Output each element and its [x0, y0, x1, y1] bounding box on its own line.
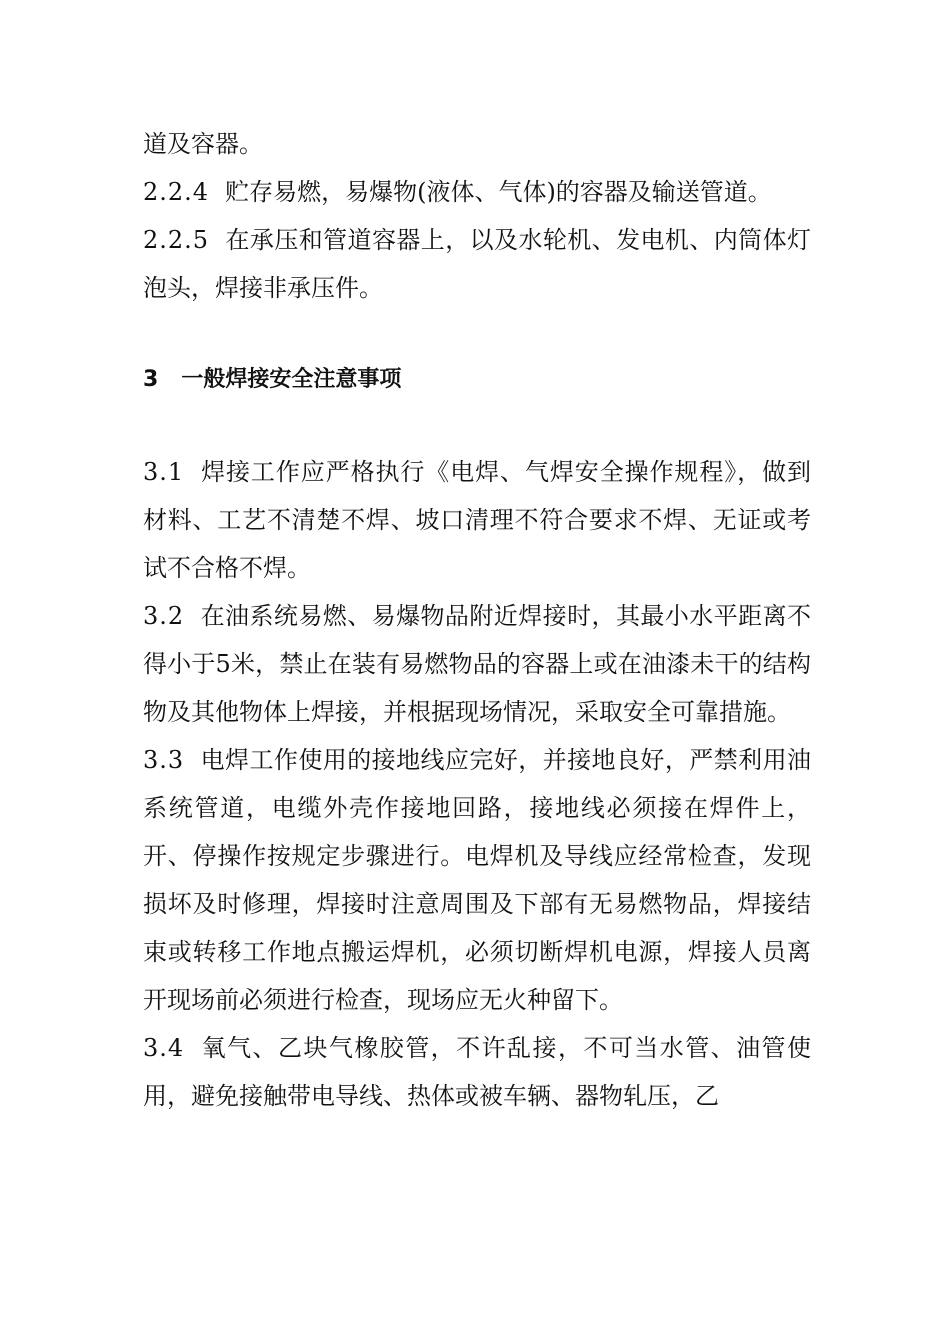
clause-number: 3.1: [143, 458, 185, 486]
paragraph: [143, 120, 811, 168]
paragraph: [143, 168, 811, 216]
paragraph-text: 焊接工作应严格执行《电焊、气焊安全操作规程》，做到材料、工艺不清楚不焊、坡口清理不符合要求不焊、无证或考试不合格不焊。: [143, 458, 811, 582]
clause-number: 2.2.5: [143, 226, 210, 254]
clause-number: 3.4: [143, 1034, 185, 1062]
paragraph-text: 在承压和管道容器上，以及水轮机、发电机、内筒体灯泡头，焊接非承压件。: [143, 226, 811, 302]
paragraph-text: 电焊工作使用的接地线应完好，并接地良好，严禁利用油系统管道，电缆外壳作接地回路，接地线必须接在焊件上，开、停操作按规定步骤进行。电焊机及导线应经常检查，发现损坏及时修理，焊接时注意周围及下部有无易燃物品，焊接结束或转移工作地点搬运焊机，必须切断焊机电源，焊接人员离开现场前必须进行检查，现场应无火种留下。: [143, 746, 811, 1014]
paragraph: [143, 592, 811, 736]
paragraph: [143, 736, 811, 1024]
paragraph-text: 道及容器。: [143, 130, 263, 158]
section-number: 3: [143, 367, 160, 392]
paragraph: [143, 448, 811, 592]
paragraph-text: 在油系统易燃、易爆物品附近焊接时，其最小水平距离不得小于5米，禁止在装有易燃物品的容器上或在油漆未干的结构物及其他物体上焊接，并根据现场情况，采取安全可靠措施。: [143, 602, 811, 726]
paragraph: [143, 216, 811, 312]
document-body: [143, 120, 811, 1120]
clause-number: 3.3: [143, 746, 185, 774]
paragraph: [143, 1024, 811, 1120]
clause-number: 2.2.4: [143, 178, 210, 206]
paragraph-text: 贮存易燃，易爆物(液体、气体)的容器及输送管道。: [225, 178, 772, 206]
section-title: 一般焊接安全注意事项: [181, 367, 402, 392]
paragraph-text: 氧气、乙块气橡胶管，不许乱接，不可当水管、油管使用，避免接触带电导线、热体或被车辆、器物轧压，乙: [143, 1034, 811, 1110]
clause-number: 3.2: [143, 602, 185, 630]
section-heading: [143, 356, 811, 404]
